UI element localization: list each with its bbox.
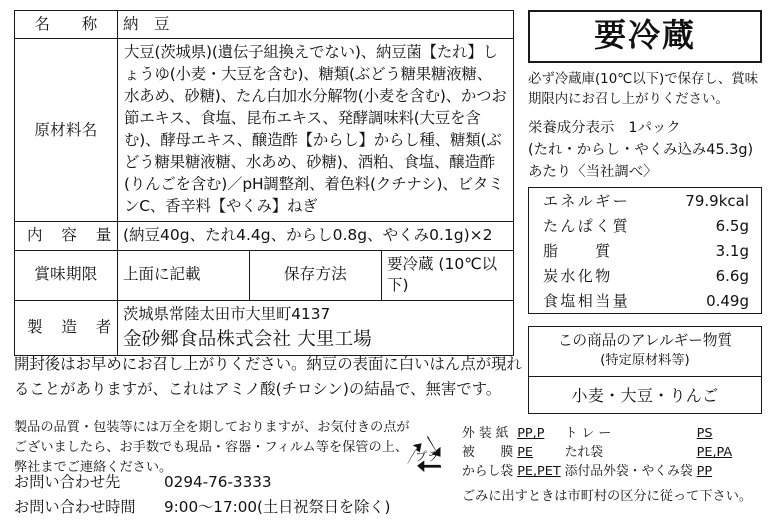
nutrition-value-fat: 3.1g: [715, 241, 749, 260]
nutrition-value-salt: 0.49g: [706, 291, 749, 310]
table-row: [15, 11, 514, 39]
recycle-value-5: PP: [696, 464, 713, 480]
recycle-value-4: PE,PET: [517, 464, 561, 480]
cold-storage-headline: 要冷蔵: [594, 16, 696, 54]
contact-block: [14, 470, 434, 519]
row-label-ingredients: 原材料名: [15, 39, 118, 222]
nutrition-label-fat: 脂 質: [543, 242, 613, 261]
plastic-recycle-icon: [400, 428, 454, 482]
nutrition-label-energy: エネルギー: [543, 192, 631, 211]
recycle-label-0: 外 装 紙: [462, 426, 509, 441]
contact-tel-value: 0294-76-3333: [164, 473, 272, 491]
table-row: [529, 238, 762, 263]
contact-hours-line: [14, 495, 434, 520]
cold-storage-badge: [528, 10, 762, 63]
svg-text:プラ: プラ: [415, 449, 439, 464]
opened-product-notice: 開封後はお早めにお召し上がりください。納豆の表面に白いはん点が現れることがありますが、これはアミノ酸(チロシン)の結晶で、無害です。: [14, 355, 522, 398]
recycle-value-1: PS: [696, 426, 713, 441]
recycle-label-3: たれ袋: [564, 445, 604, 461]
recycle-material-table: [462, 424, 752, 482]
recycle-label-4: からし袋: [462, 464, 514, 480]
table-row: [529, 188, 762, 214]
recycle-value-3: PE,PA: [696, 445, 733, 461]
recycle-label-5: 添付品外袋・やくみ袋: [564, 464, 693, 480]
recycle-label-2: 被 膜: [462, 445, 514, 461]
table-row: [15, 300, 514, 356]
row-label-amount: 内 容 量: [15, 222, 118, 250]
table-row: [15, 39, 514, 222]
recycle-details: [462, 424, 752, 504]
nutrition-label-salt: 食塩相当量: [543, 292, 631, 311]
row-value-manufacturer: [118, 300, 514, 356]
table-row: [529, 288, 762, 314]
allergy-heading: [529, 327, 761, 376]
nutrition-value-protein: 6.5g: [715, 216, 749, 235]
row-label-bestbefore: 賞味期限: [15, 250, 118, 300]
row-value-storage: 要冷蔵 (10℃以下): [382, 250, 514, 300]
nutrition-table: [528, 187, 762, 314]
allergy-title: この商品のアレルギー物質: [557, 332, 733, 350]
table-row: [462, 462, 736, 481]
nutrition-value-energy: 79.9kcal: [685, 191, 749, 210]
row-value-bestbefore: 上面に記載: [118, 250, 250, 300]
recycle-disposal-note: ごみに出すときは市町村の区分に従って下さい。: [462, 488, 753, 504]
allergy-subtitle: (特定原材料等): [600, 352, 690, 368]
table-row: [462, 424, 736, 443]
cold-storage-note: 必ず冷蔵庫(10℃以下)で保存し、賞味期限内にお召し上がりください。: [528, 72, 758, 108]
row-value-name: 納 豆: [118, 11, 514, 39]
manufacturer-address: 茨城県常陸太田市大里町4137: [123, 304, 331, 323]
recycle-value-2: PE: [517, 445, 533, 461]
recycle-value-0: PP,P: [517, 426, 545, 441]
contact-tel-line: [14, 470, 434, 495]
allergy-box: [528, 326, 762, 413]
right-column: [528, 10, 762, 414]
contact-tel-label: お問い合わせ先: [14, 473, 121, 491]
row-value-amount: (納豆40g、たれ4.4g、からし0.8g、やくみ0.1g)×2: [118, 222, 514, 250]
row-label-name: 名 称: [15, 11, 118, 39]
nutrition-label-carbs: 炭水化物: [543, 267, 613, 286]
table-row: [529, 263, 762, 288]
nutrition-basis-line1: (たれ・からし・やくみ込み45.3g): [528, 142, 754, 159]
recycle-block: [400, 424, 760, 504]
nutrition-unit: 1パック: [628, 120, 681, 137]
row-label-manufacturer: 製 造 者: [15, 300, 118, 356]
row-label-storage: 保存方法: [250, 250, 382, 300]
table-row: [462, 443, 736, 462]
spec-table-container: [14, 10, 514, 356]
contact-hours-value: 9:00～17:00(土日祝祭日を除く): [164, 497, 391, 516]
quality-notice: 製品の品質・包装等には万全を期しておりますが、お気付きの点がございましたら、お手数でも現品・容器・フィルム等を保管の上、弊社までご連絡ください。: [14, 420, 410, 476]
nutrition-basis-line2: あたり〈当社調べ〉: [528, 163, 658, 180]
nutrition-label-protein: たんぱく質: [543, 217, 631, 236]
spec-table: [14, 10, 514, 356]
table-row: [15, 250, 514, 300]
table-row: [529, 213, 762, 238]
table-row: [15, 222, 514, 250]
nutrition-title: 栄養成分表示: [528, 120, 615, 137]
nutrition-heading: [528, 118, 762, 183]
manufacturer-name: 金砂郷食品株式会社 大里工場: [123, 328, 372, 350]
nutrition-value-carbs: 6.6g: [715, 266, 749, 285]
recycle-label-1: ト レ ー: [564, 426, 612, 441]
row-value-ingredients: 大豆(茨城県)(遺伝子組換えでない)、納豆菌【たれ】しょうゆ(小麦・大豆を含む)、糖類(ぶどう糖果糖液糖、水あめ、砂糖)、たん白加水分解物(小麦を含む)、かつお節エキス、食塩、昆布エキス、発酵調味料(大豆を含む)、酵母エキス、醸造酢【からし】からし種、糖類(ぶどう糖果糖液糖、水あめ、砂糖)、酒粕、食塩、醸造酢(りんごを含む)／pH調整剤、着色料(クチナシ)、ビタミンC、香辛料【やくみ】ねぎ: [118, 39, 514, 222]
contact-hours-label: お問い合わせ時間: [14, 497, 136, 516]
allergy-items: 小麦・大豆・りんご: [571, 385, 719, 405]
